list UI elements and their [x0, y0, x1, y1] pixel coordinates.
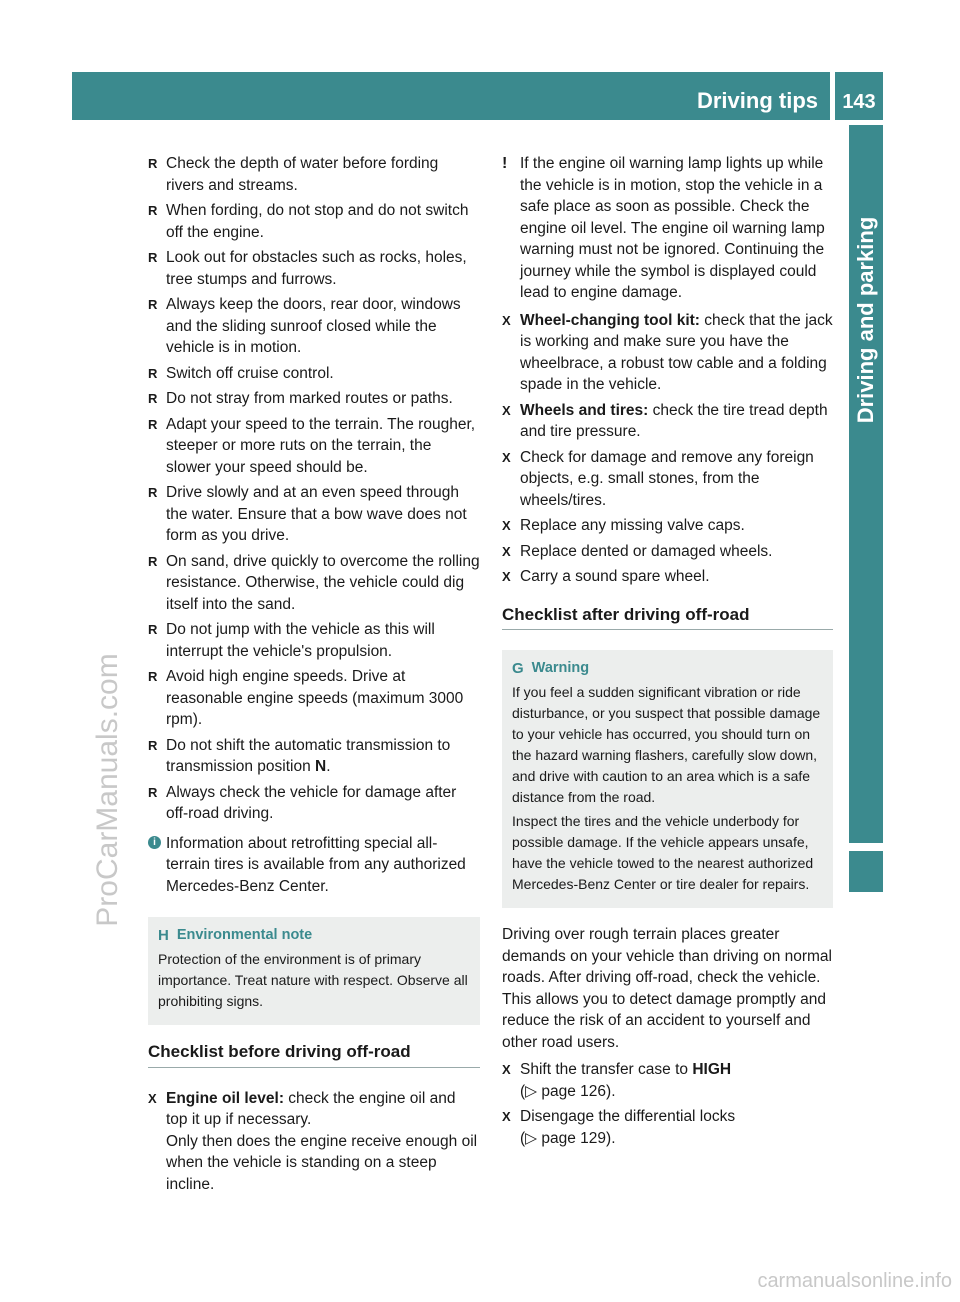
- step-engine-oil: [148, 1088, 480, 1196]
- info-icon: i: [148, 836, 161, 849]
- warning-triangle-icon: G: [512, 660, 524, 677]
- step-engine-oil-text2: Only then does the engine receive enough oil when the vehicle is standing on a steep incline.: [166, 1132, 478, 1193]
- step-differential-ref: (▷ page 129).: [520, 1129, 616, 1147]
- step-wheels-tires: [502, 400, 833, 443]
- page-title: Driving tips: [696, 88, 818, 113]
- header-bar: [72, 72, 830, 120]
- list-item: X Replace any missing valve caps.: [502, 515, 833, 537]
- list-item: R Drive slowly and at an even speed through the water. Ensure that a bow wave does not form as you drive.: [148, 482, 480, 547]
- step-engine-oil-label: Engine oil level:: [166, 1089, 284, 1107]
- list-item: R Avoid high engine speeds. Drive at reasonable engine speeds (maximum 3000 rpm).: [148, 666, 480, 731]
- list-item: R Adapt your speed to the terrain. The rougher, steeper or more ruts on the terrain, the slower your speed should be.: [148, 414, 480, 479]
- step-transfer-text: Shift the transfer case to: [520, 1061, 693, 1078]
- transmission-text: Do not shift the automatic transmission to transmission position: [166, 736, 451, 775]
- info-note-text: Information about retrofitting special all-terrain tires is available from any authorized Mercedes-Benz Center.: [166, 834, 466, 895]
- step-wheels-tires-label: Wheels and tires:: [520, 401, 649, 419]
- warning-lamp-text: If the engine oil warning lamp lights up while the vehicle is in motion, stop the vehicle in a safe place as soon as possible. Check the engine oil level. The engine oil warning lamp warning must not be ignored. Continuing the journey while the symbol is displayed could lead to engine damage.: [520, 155, 825, 301]
- warning-lamp-note: [502, 153, 833, 304]
- step-transfer-bold: HIGH: [692, 1061, 732, 1078]
- step-transfer-ref: (▷ page 126).: [520, 1082, 616, 1100]
- warning-paragraph-2: Inspect the tires and the vehicle underbody for possible damage. If the vehicle appears unsafe, have the vehicle towed to the nearest authorized Mercedes-Benz Center or tire dealer for repairs.: [512, 813, 814, 892]
- environmental-note-heading: Environmental note: [176, 927, 313, 943]
- list-item: R Do not stray from marked routes or paths.: [148, 388, 480, 410]
- step-differential-text: Disengage the differential locks: [520, 1108, 736, 1125]
- step-wheel-kit-label: Wheel-changing tool kit:: [520, 311, 700, 329]
- step-transfer-case: [502, 1059, 833, 1102]
- watermark-footer: carmanualsonline.info: [757, 1270, 952, 1292]
- side-tab-label: Driving and parking: [853, 216, 878, 424]
- environmental-note-box: [148, 917, 480, 1025]
- page-number: 143: [842, 91, 876, 113]
- environmental-note-text: Protection of the environment is of primary importance. Treat nature with respect. Observe all prohibiting signs.: [158, 951, 468, 1009]
- info-note: [148, 833, 480, 898]
- step-wheels-tires-text: check the tire tread depth and tire pressure.: [520, 401, 828, 440]
- list-item: R On sand, drive quickly to overcome the rolling resistance. Otherwise, the vehicle could dig itself into the sand.: [148, 551, 480, 616]
- list-item: R Always keep the doors, rear door, windows and the sliding sunroof closed while the vehicle is in motion.: [148, 294, 480, 359]
- environmental-note-title: [158, 925, 470, 946]
- leaf-icon: H: [158, 927, 169, 944]
- warning-box: [502, 650, 833, 908]
- page-number-box: [835, 72, 883, 120]
- step-engine-oil-text: check the engine oil and top it up if necessary.: [166, 1089, 456, 1128]
- step-wheel-kit-text: check that the jack is working and make sure you have the wheelbrace, a robust tow cable and a folding spade in the vehicle.: [520, 311, 833, 393]
- warning-paragraph-1: If you feel a sudden significant vibration or ride disturbance, or you suspect that possible damage to your vehicle has occurred, you should turn on the hazard warning flashers, carefully slow down, and drive with caution to an area which is a safe distance from the road.: [512, 684, 821, 805]
- warning-heading: Warning: [531, 660, 590, 676]
- section-title-after: Checklist after driving off-road: [502, 604, 833, 631]
- list-item: R Always check the vehicle for damage after off-road driving.: [148, 782, 480, 825]
- list-item: X Check for damage and remove any foreign objects, e.g. small stones, from the wheels/tires.: [502, 447, 833, 512]
- list-item: R Check the depth of water before fording rivers and streams.: [148, 153, 480, 196]
- transmission-end: .: [326, 758, 331, 775]
- list-item: R Look out for obstacles such as rocks, holes, tree stumps and furrows.: [148, 247, 480, 290]
- list-item: X Replace dented or damaged wheels.: [502, 541, 833, 563]
- list-item-transmission: [148, 735, 480, 778]
- rough-terrain-paragraph: Driving over rough terrain places greater demands on your vehicle than driving on normal roads. After driving off-road, check the vehicle. This allows you to detect damage promptly and reduce the risk of an accident to yourself and other road users.: [502, 926, 832, 1051]
- section-title-before: Checklist before driving off-road: [148, 1041, 480, 1068]
- side-tab-square: [849, 851, 883, 892]
- list-item: X Carry a sound spare wheel.: [502, 566, 833, 588]
- step-wheel-kit: [502, 310, 833, 396]
- exclamation-icon: !: [502, 155, 508, 172]
- step-differential: [502, 1106, 833, 1149]
- list-item: R When fording, do not stop and do not switch off the engine.: [148, 200, 480, 243]
- list-item: R Do not jump with the vehicle as this will interrupt the vehicle's propulsion.: [148, 619, 480, 662]
- transmission-position: N: [315, 758, 327, 775]
- watermark-left: ProCarManuals.com: [91, 653, 124, 927]
- right-column: [502, 153, 833, 1153]
- list-item: R Switch off cruise control.: [148, 363, 480, 385]
- left-column: [148, 153, 480, 1199]
- warning-title: [512, 658, 823, 679]
